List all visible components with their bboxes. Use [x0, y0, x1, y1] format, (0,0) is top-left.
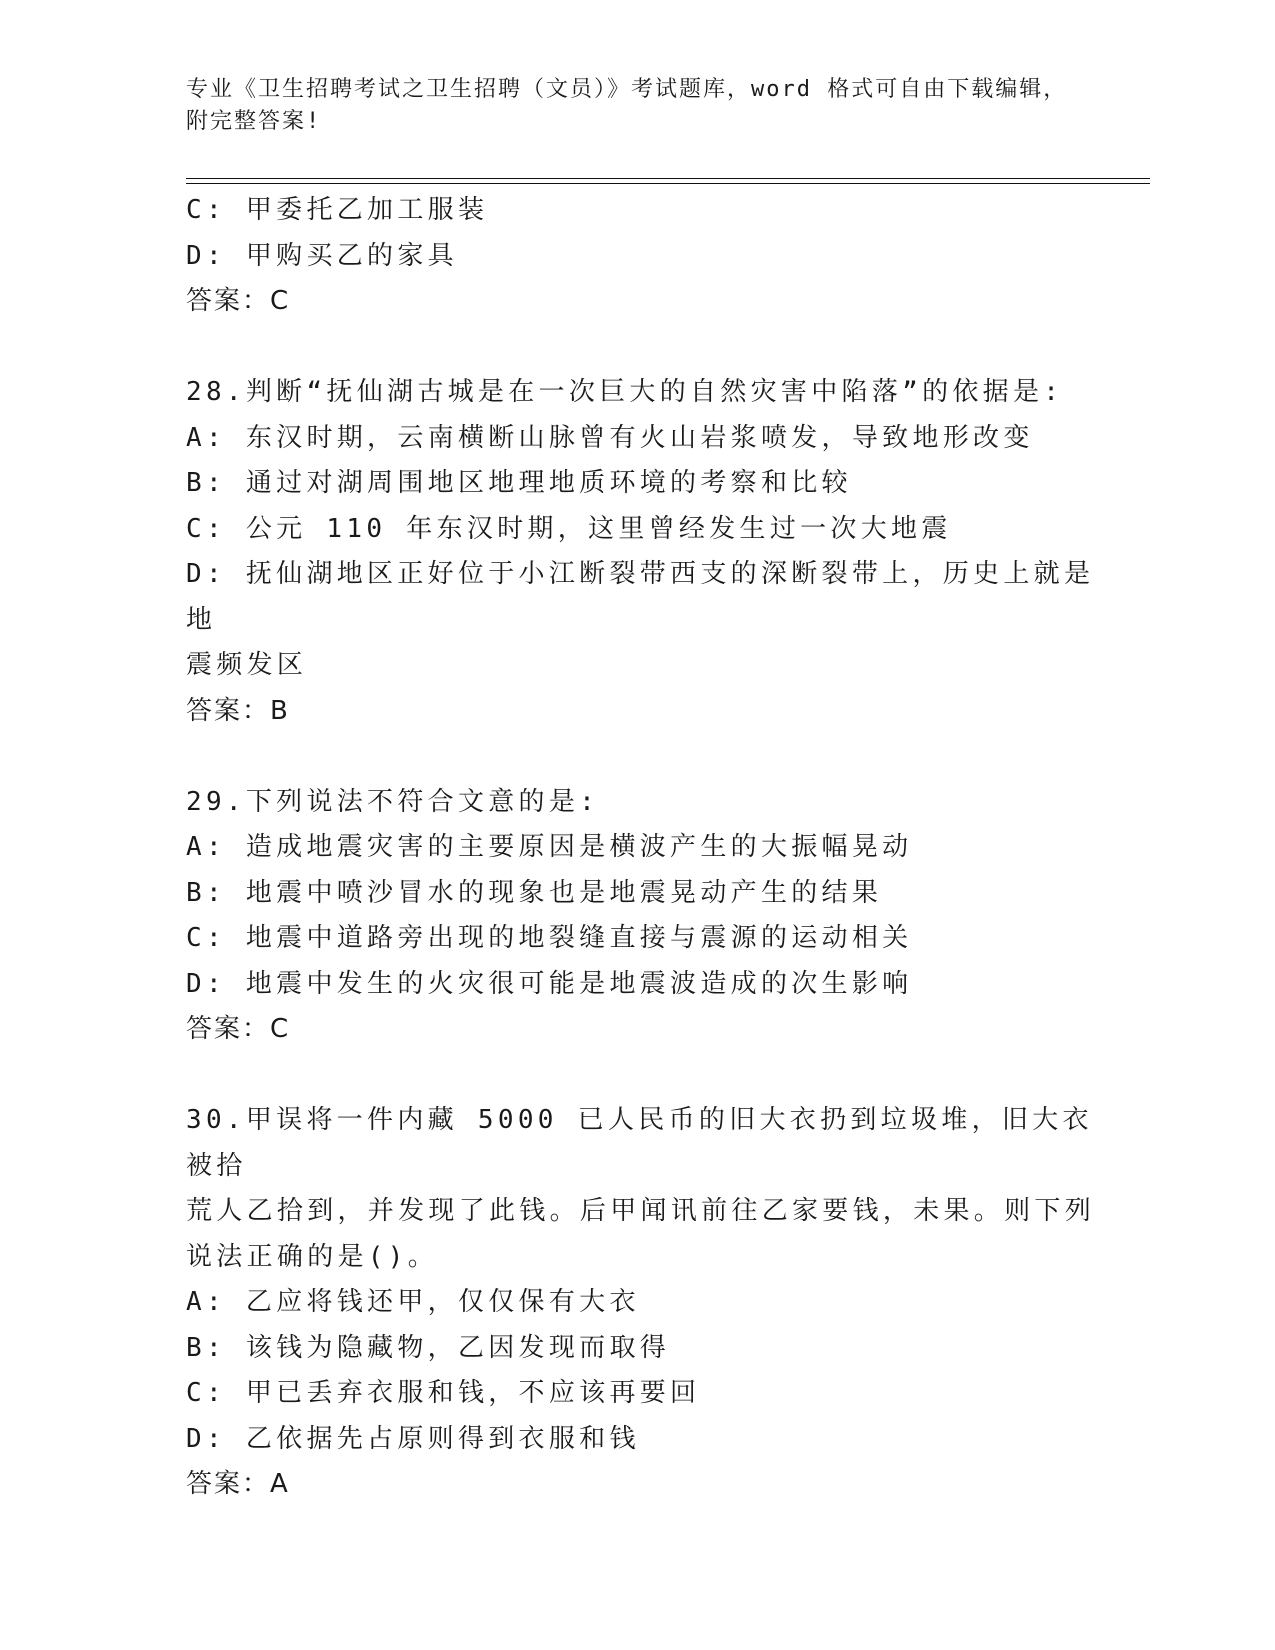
option-line: C: 甲委托乙加工服装 [186, 195, 489, 225]
answer-line: 答案：C [186, 286, 291, 316]
header-rule-bottom [186, 183, 1150, 184]
question-block-29 [186, 780, 1116, 1053]
option-line: C: 地震中道路旁出现的地裂缝直接与震源的运动相关 [186, 923, 913, 953]
question-content [186, 188, 1116, 1508]
spacer [186, 1053, 1116, 1099]
answer-line: 答案：C [186, 1014, 291, 1044]
option-line: B: 通过对湖周围地区地理地质环境的考察和比较 [186, 468, 852, 498]
option-line: C: 公元 110 年东汉时期，这里曾经发生过一次大地震 [186, 513, 952, 544]
option-line: D: 地震中发生的火灾很可能是地震波造成的次生影响 [186, 968, 913, 999]
option-line: D: 甲购买乙的家具 [186, 240, 458, 271]
option-line: B: 地震中喷沙冒水的现象也是地震晃动产生的结果 [186, 877, 883, 908]
question-stem: 说法正确的是()。 [186, 1241, 439, 1272]
question-stem: 29.下列说法不符合文意的是: [186, 786, 600, 817]
option-line: D: 乙依据先占原则得到衣服和钱 [186, 1423, 640, 1454]
answer-line: 答案：A [186, 1469, 290, 1499]
question-block-30 [186, 1098, 1116, 1508]
question-stem: 30.甲误将一件内藏 5000 已人民币的旧大衣扔到垃圾堆，旧大衣被拾 [186, 1105, 1093, 1181]
header-rule-top [186, 178, 1150, 179]
option-line: A: 乙应将钱还甲，仅仅保有大衣 [186, 1287, 640, 1317]
option-line: C: 甲已丢弃衣服和钱，不应该再要回 [186, 1378, 701, 1408]
question-block-28 [186, 370, 1116, 734]
previous-question-fragment [186, 188, 1116, 325]
option-line: B: 该钱为隐藏物，乙因发现而取得 [186, 1332, 671, 1363]
option-line: A: 造成地震灾害的主要原因是横波产生的大振幅晃动 [186, 832, 913, 862]
page-header-text: 专业《卫生招聘考试之卫生招聘（文员）》考试题库，word 格式可自由下载编辑，附完整答案! [186, 77, 1068, 134]
option-line: A: 东汉时期，云南横断山脉曾有火山岩浆喷发，导致地形改变 [186, 422, 1034, 453]
question-stem: 荒人乙拾到，并发现了此钱。后甲闻讯前往乙家要钱，未果。则下列 [186, 1196, 1096, 1226]
option-line: D: 抚仙湖地区正好位于小江断裂带西支的深断裂带上，历史上就是地 [186, 559, 1095, 635]
answer-line: 答案：B [186, 695, 290, 726]
question-stem: 28.判断“抚仙湖古城是在一次巨大的自然灾害中陷落”的依据是: [186, 377, 1064, 407]
option-line: 震频发区 [186, 650, 308, 680]
spacer [186, 734, 1116, 780]
spacer [186, 325, 1116, 371]
